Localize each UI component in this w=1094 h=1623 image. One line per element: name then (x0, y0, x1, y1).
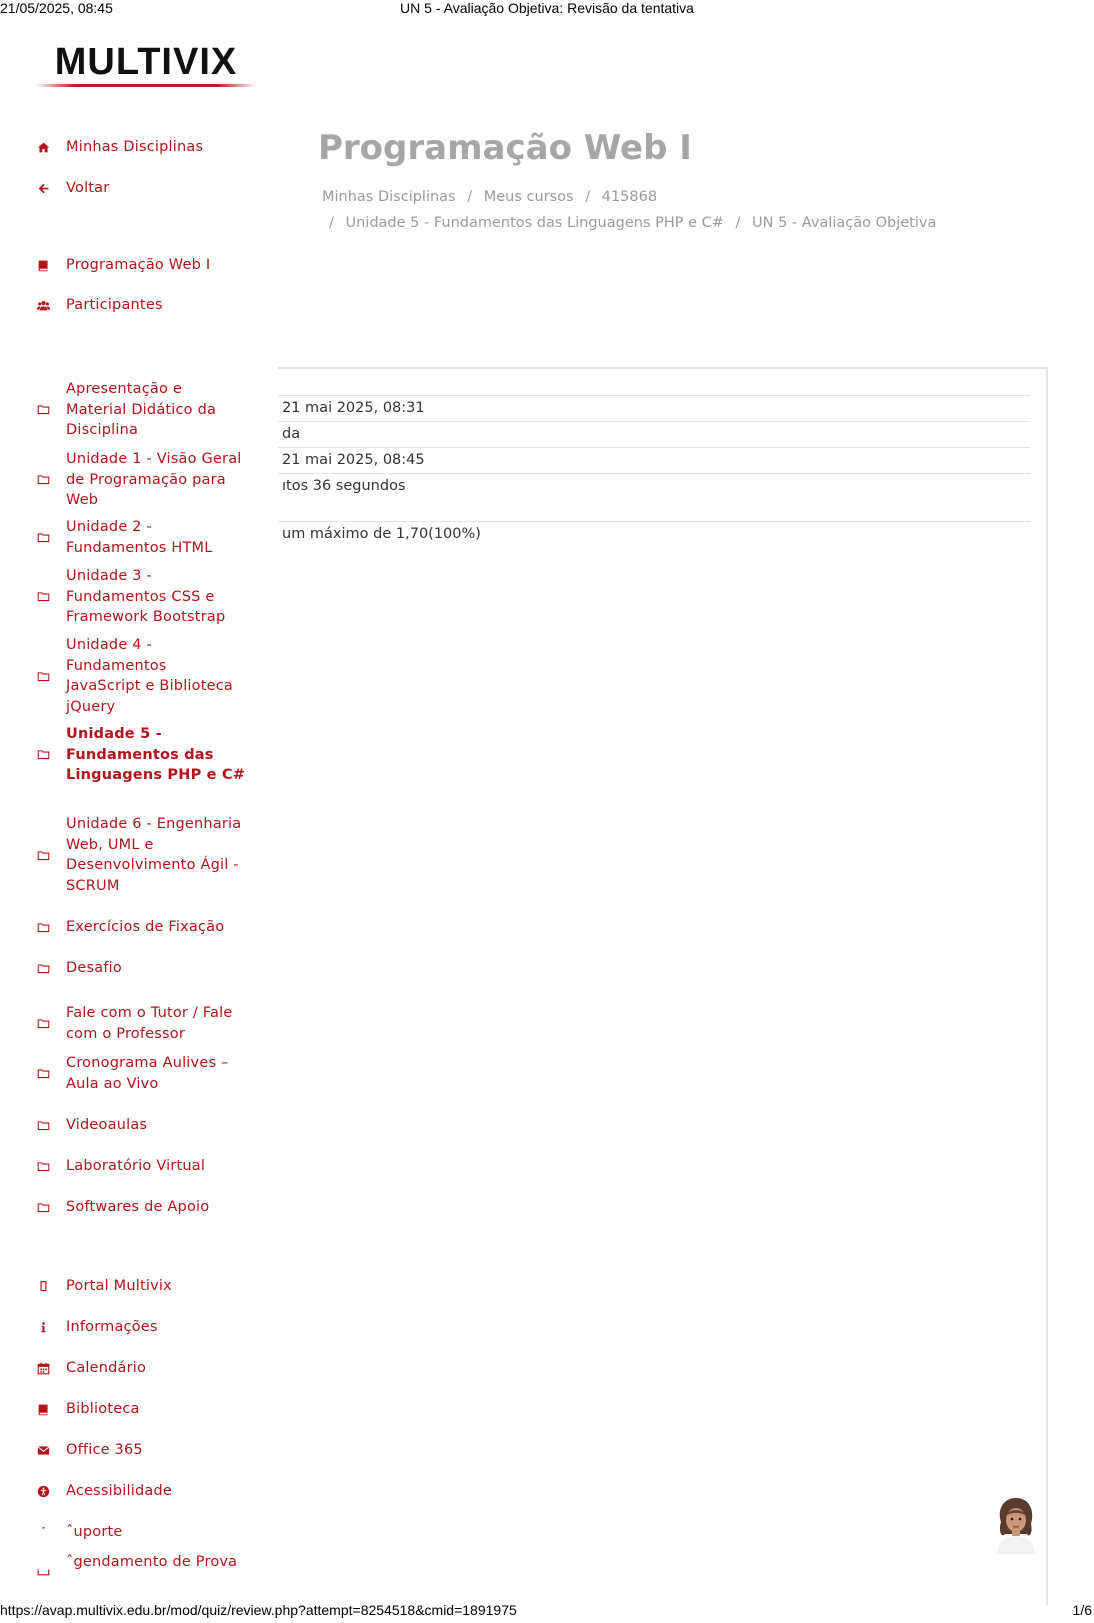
nav-section-videoaulas[interactable] (36, 1115, 246, 1136)
breadcrumb-course-id[interactable]: 415868 (601, 189, 658, 205)
calendar-icon (36, 1361, 50, 1375)
nav-biblioteca[interactable] (36, 1399, 246, 1420)
nav-course-programacao-web[interactable] (36, 255, 246, 276)
nav-agendamento-prova[interactable] (36, 1552, 246, 1573)
nav-section-softwares[interactable] (36, 1197, 246, 1218)
nav-section-fale-tutor[interactable] (36, 1003, 246, 1044)
users-icon (36, 298, 50, 312)
folder-icon (36, 848, 50, 862)
arrow-left-icon (36, 181, 50, 195)
nav-section-unidade-4[interactable] (36, 635, 246, 717)
nav-label: ˆgendamento de Prova (66, 1554, 238, 1570)
nav-suporte[interactable] (36, 1522, 246, 1543)
nav-section-exercicios[interactable] (36, 917, 246, 938)
nav-label: Unidade 6 - Engenharia Web, UML e Desenvolvimento Ágil - SCRUM (66, 816, 242, 894)
breadcrumb-separator: / (585, 189, 591, 205)
envelope-icon (36, 1443, 50, 1457)
folder-icon (36, 920, 50, 934)
nav-label: Cronograma Aulives – Aula ao Vivo (66, 1055, 229, 1092)
breadcrumb-separator: / (467, 189, 473, 205)
nav-label: Participantes (66, 297, 163, 313)
nav-label: Unidade 1 - Visão Geral de Programação para Web (66, 451, 242, 508)
breadcrumb-avaliacao[interactable]: UN 5 - Avaliação Objetiva (752, 215, 937, 231)
folder-icon (36, 1118, 50, 1132)
logo-text: MULTIVIX (54, 41, 238, 83)
nav-label: Acessibilidade (66, 1483, 172, 1499)
nav-portal-multivix[interactable] (36, 1276, 246, 1297)
attempt-summary (278, 367, 1048, 1605)
breadcrumb-separator: / (735, 215, 741, 231)
nav-section-desafio[interactable] (36, 958, 246, 979)
nav-label: Informações (66, 1319, 158, 1335)
nav-calendario[interactable] (36, 1358, 246, 1379)
folder-icon (36, 1067, 50, 1081)
folder-icon (36, 403, 50, 417)
nav-label: Laboratório Virtual (66, 1158, 206, 1174)
nav-label: Unidade 3 - Fundamentos CSS e Framework Bootstrap (66, 568, 226, 625)
nav-label: Portal Multivix (66, 1278, 172, 1294)
folder-icon (36, 590, 50, 604)
nav-acessibilidade[interactable] (36, 1481, 246, 1502)
folder-icon (36, 1200, 50, 1214)
sidebar (0, 0, 270, 1623)
calendar-icon (36, 1563, 50, 1577)
print-footer (0, 1602, 1094, 1620)
mobile-icon (36, 1279, 50, 1293)
nav-section-unidade-6[interactable] (36, 814, 246, 896)
folder-icon (36, 669, 50, 683)
breadcrumb (322, 184, 1042, 236)
nav-label: Biblioteca (66, 1401, 140, 1417)
nav-label: Videoaulas (66, 1117, 148, 1133)
nav-office-365[interactable] (36, 1440, 246, 1461)
nav-label: Unidade 5 - Fundamentos das Linguagens PHP e C# (66, 726, 246, 783)
nav-section-unidade-3[interactable] (36, 566, 246, 628)
nav-label: Fale com o Tutor / Fale com o Professor (66, 1005, 233, 1042)
breadcrumb-unidade-5[interactable]: Unidade 5 - Fundamentos das Linguagens PHP e C# (345, 215, 724, 231)
assistant-avatar[interactable] (993, 1494, 1039, 1554)
print-title: UN 5 - Avaliação Objetiva: Revisão da tentativa (400, 0, 694, 16)
summary-completed-on: 21 mai 2025, 08:45 (278, 447, 1030, 472)
summary-started-on: 21 mai 2025, 08:31 (278, 395, 1030, 420)
accessibility-icon (36, 1484, 50, 1498)
info-icon (36, 1320, 50, 1334)
nav-informacoes[interactable] (36, 1317, 246, 1338)
summary-grade: um máximo de 1,70(100%) (278, 521, 1030, 546)
nav-section-unidade-5[interactable] (36, 724, 246, 786)
nav-voltar[interactable] (36, 178, 246, 199)
nav-minhas-disciplinas[interactable] (36, 137, 246, 158)
nav-label: Office 365 (66, 1442, 143, 1458)
page-title: Programação Web I (318, 128, 692, 168)
nav-section-cronograma[interactable] (36, 1053, 246, 1094)
folder-icon (36, 473, 50, 487)
print-url: https://avap.multivix.edu.br/mod/quiz/review.php?attempt=8254518&cmid=1891975 (0, 1602, 517, 1618)
support-icon (36, 1525, 50, 1539)
nav-label: ˆuporte (66, 1524, 123, 1540)
book-icon (36, 1402, 50, 1416)
nav-label: Voltar (66, 180, 110, 196)
breadcrumb-meus-cursos[interactable]: Meus cursos (483, 189, 574, 205)
print-datetime: 21/05/2025, 08:45 (0, 0, 113, 16)
nav-section-unidade-2[interactable] (36, 517, 246, 558)
nav-section-unidade-1[interactable] (36, 449, 246, 511)
breadcrumb-separator: / (329, 215, 334, 231)
print-page-number: 1/6 (1072, 1602, 1092, 1618)
nav-label: Unidade 2 - Fundamentos HTML (66, 519, 213, 556)
nav-label: Desafio (66, 960, 122, 976)
home-icon (36, 140, 50, 154)
nav-label: Calendário (66, 1360, 147, 1376)
nav-label: Softwares de Apoio (66, 1199, 210, 1215)
nav-section-apresentacao[interactable] (36, 379, 246, 441)
breadcrumb-minhas-disciplinas[interactable]: Minhas Disciplinas (322, 189, 456, 205)
summary-state: da (278, 421, 1030, 446)
folder-icon (36, 1159, 50, 1173)
nav-section-laboratorio[interactable] (36, 1156, 246, 1177)
nav-label: Minhas Disciplinas (66, 139, 204, 155)
nav-label: Apresentação e Material Didático da Disciplina (66, 381, 217, 438)
nav-label: Exercícios de Fixação (66, 919, 225, 935)
book-icon (36, 258, 50, 272)
folder-icon (36, 1017, 50, 1031)
summary-time-taken: ıtos 36 segundos (278, 473, 1030, 498)
nav-label: Programação Web I (66, 257, 211, 273)
nav-participantes[interactable] (36, 295, 246, 316)
folder-icon (36, 748, 50, 762)
folder-icon (36, 531, 50, 545)
folder-icon (36, 961, 50, 975)
nav-label: Unidade 4 - Fundamentos JavaScript e Biblioteca jQuery (66, 637, 233, 715)
